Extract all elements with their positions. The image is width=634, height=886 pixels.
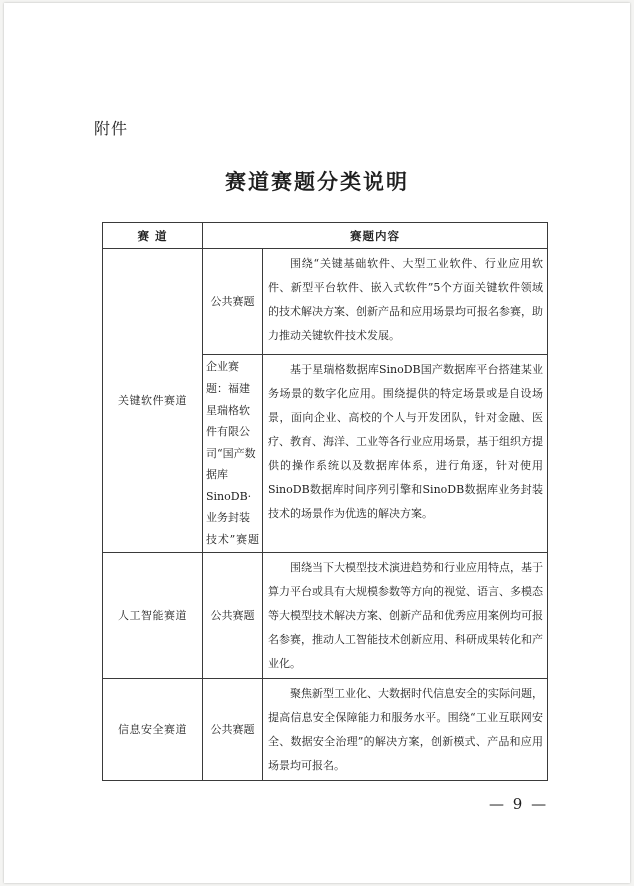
- topic-type-cell: 公共赛题: [203, 553, 263, 679]
- track-cell: 关键软件赛道: [103, 249, 203, 553]
- description-text: 围绕“关键基础软件、大型工业软件、行业应用软件、新型平台软件、嵌入式软件”5个方面关键软件领域的技术解决方案、创新产品和应用场景均可报名参赛，助力推动关键软件技术发展。: [268, 257, 543, 342]
- description-cell: [263, 355, 548, 553]
- header-topic-content: 赛题内容: [203, 223, 548, 249]
- attachment-label: 附件: [94, 119, 129, 138]
- description-cell: [263, 679, 548, 781]
- table-row: [103, 553, 548, 679]
- description-cell: [263, 553, 548, 679]
- page-number: — 9 —: [489, 795, 549, 813]
- description-text: 基于星瑞格数据库SinoDB国产数据库平台搭建某业务场景的数字化应用。围绕提供的特定场景或是自设场景，面向企业、高校的个人与开发团队，针对金融、医疗、教育、海洋、工业等各行业应用场景，基于组织方提供的操作系统以及数据库体系，进行角逐，针对使用SinoDB数据库时间序列引擎和SinoDB数据库业务封装技术的场景作为优选的解决方案。: [268, 363, 543, 520]
- description-text: 聚焦新型工业化、大数据时代信息安全的实际问题，提高信息安全保障能力和服务水平。围绕“工业互联网安全、数据安全治理”的解决方案，创新模式、产品和应用场景均可报名。: [268, 687, 543, 772]
- table-header-row: [103, 223, 548, 249]
- topic-type-cell: 公共赛题: [203, 679, 263, 781]
- topic-type-cell: 公共赛题: [203, 249, 263, 355]
- document-page: [4, 3, 630, 883]
- track-topic-table: [102, 222, 548, 781]
- description-text: 围绕当下大模型技术演进趋势和行业应用特点，基于算力平台或具有大规模参数等方向的视觉、语言、多模态等大模型技术解决方案、创新产品和优秀应用案例均可报名参赛，推动人工智能技术创新应用、科研成果转化和产业化。: [268, 561, 543, 670]
- page-title: 赛道赛题分类说明: [225, 169, 409, 194]
- track-cell: 人工智能赛道: [103, 553, 203, 679]
- description-cell: [263, 249, 548, 355]
- table-row: [103, 679, 548, 781]
- table-row: [103, 249, 548, 355]
- topic-type-cell: 企业赛题：福建星瑞格软件有限公司“国产数据库SinoDB·业务封装技术”赛题: [203, 355, 263, 553]
- track-cell: 信息安全赛道: [103, 679, 203, 781]
- header-track: 赛 道: [103, 223, 203, 249]
